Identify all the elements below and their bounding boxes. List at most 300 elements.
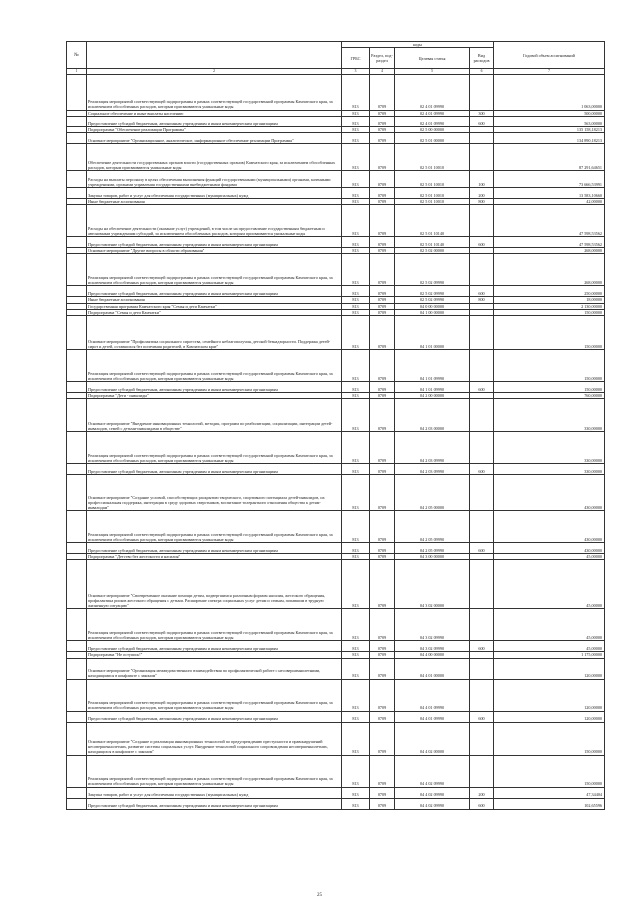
grbs-cell: 813 (342, 679, 370, 711)
table-row (67, 543, 605, 554)
amount-cell: 45,00000 (494, 609, 605, 641)
razdel-cell: 0709 (370, 309, 395, 315)
razdel-cell: 0709 (370, 74, 395, 110)
table-row (67, 254, 605, 286)
table-row (67, 350, 605, 382)
razdel-cell: 0709 (370, 116, 395, 126)
amount-cell: 135 158,18213 (494, 126, 605, 132)
vid-cell: 600 (470, 641, 494, 652)
table-row (67, 171, 605, 188)
amount-cell: 120,00000 (494, 658, 605, 679)
csr-cell: 04 4 02 09990 (395, 755, 470, 787)
razdel-cell: 0709 (370, 652, 395, 658)
razdel-cell: 0709 (370, 641, 395, 652)
row-number-cell (67, 679, 87, 711)
amount-cell: 1 063,00000 (494, 74, 605, 110)
name-cell: Иные бюджетные ассигнования (87, 297, 342, 303)
table-row (67, 399, 605, 432)
col-index: 2 (87, 69, 342, 74)
row-number-cell (67, 722, 87, 755)
table-row (67, 432, 605, 464)
name-cell: Реализация мероприятий соответствующей подпрограммы в рамках соответствующей государственной программы Камчатского края, за исключением обособленных расходов, которым присваиваются уникальные коды (87, 254, 342, 286)
razdel-cell: 0709 (370, 199, 395, 205)
amount-cell: 102,65596 (494, 798, 605, 809)
razdel-cell: 0709 (370, 432, 395, 464)
grbs-cell: 813 (342, 755, 370, 787)
row-number-cell (67, 475, 87, 511)
csr-cell: 02 4 01 09990 (395, 110, 470, 116)
name-cell: Государственная программа Камчатского края "Семья и дети Камчатки" (87, 303, 342, 309)
table-row (67, 641, 605, 652)
razdel-cell: 0709 (370, 188, 395, 199)
name-cell: Реализация мероприятий соответствующей подпрограммы в рамках соответствующей государственной программы Камчатского края, за исключением обособленных расходов, которым присваиваются уникальные коды (87, 511, 342, 543)
row-number-cell (67, 286, 87, 297)
amount-cell: 150,00000 (494, 722, 605, 755)
table-row (67, 286, 605, 297)
row-number-cell (67, 171, 87, 188)
grbs-cell: 813 (342, 399, 370, 432)
csr-header: Целевая статья (395, 48, 470, 69)
amount-cell: 18,00000 (494, 297, 605, 303)
csr-cell: 02 5 01 10010 (395, 171, 470, 188)
name-cell: Иные бюджетные ассигнования (87, 199, 342, 205)
table-row (67, 475, 605, 511)
csr-cell: 04 2 03 09990 (395, 432, 470, 464)
csr-cell: 04 3 02 09990 (395, 609, 470, 641)
razdel-cell: 0709 (370, 464, 395, 475)
razdel-cell: 0709 (370, 679, 395, 711)
csr-cell: 02 5 02 00000 (395, 248, 470, 254)
name-cell: Социальное обеспечение и иные выплаты населению (87, 110, 342, 116)
amount-cell: 150,00000 (494, 350, 605, 382)
razdel-cell: 0709 (370, 393, 395, 399)
vid-cell: 800 (470, 297, 494, 303)
table-row (67, 133, 605, 144)
grbs-header: ГРБС (342, 48, 370, 69)
csr-cell: 04 2 05 09990 (395, 511, 470, 543)
table-row (67, 74, 605, 110)
vid-cell: 800 (470, 199, 494, 205)
grbs-cell: 813 (342, 543, 370, 554)
grbs-cell: 813 (342, 382, 370, 393)
csr-cell: 04 3 00 00000 (395, 554, 470, 560)
grbs-cell: 813 (342, 711, 370, 722)
csr-cell: 04 2 03 09990 (395, 464, 470, 475)
name-header (87, 42, 342, 69)
razdel-cell: 0709 (370, 787, 395, 798)
name-cell: Основное мероприятие "Другие вопросы в области образования" (87, 248, 342, 254)
name-cell: Реализация мероприятий соответствующей подпрограммы в рамках соответствующей государственной программы Камчатского края, за исключением обособленных расходов, которым присваиваются уникальные коды (87, 755, 342, 787)
num-header: № (67, 42, 87, 69)
row-number-cell (67, 798, 87, 809)
budget-sheet (66, 41, 604, 810)
amount-cell: 1 175,00000 (494, 652, 605, 658)
row-number-cell (67, 254, 87, 286)
vid-header: Вид расходов (470, 48, 494, 69)
table-row (67, 205, 605, 237)
csr-cell: 04 4 02 09990 (395, 787, 470, 798)
table-row (67, 755, 605, 787)
grbs-cell: 813 (342, 133, 370, 144)
grbs-cell: 813 (342, 658, 370, 679)
table-row (67, 237, 605, 248)
grbs-cell: 813 (342, 286, 370, 297)
row-number-cell (67, 543, 87, 554)
name-cell: Подпрограмма "Семья и дети Камчатки" (87, 309, 342, 315)
name-cell: Предоставление субсидий бюджетным, автономным учреждениям и иным некоммерческим организациям (87, 798, 342, 809)
grbs-cell: 813 (342, 554, 370, 560)
vid-cell: 600 (470, 711, 494, 722)
table-row (67, 464, 605, 475)
razdel-cell: 0709 (370, 248, 395, 254)
razdel-cell: 0709 (370, 350, 395, 382)
amount-cell: 430,00000 (494, 511, 605, 543)
row-number-cell (67, 316, 87, 350)
razdel-cell: 0709 (370, 237, 395, 248)
vid-cell (470, 399, 494, 432)
csr-cell: 02 5 01 10140 (395, 205, 470, 237)
razdel-cell: 0709 (370, 554, 395, 560)
csr-cell: 04 1 00 00000 (395, 309, 470, 315)
grbs-cell: 813 (342, 126, 370, 132)
name-cell: Предоставление субсидий бюджетным, автономным учреждениям и иным некоммерческим организациям (87, 286, 342, 297)
razdel-cell: 0709 (370, 144, 395, 171)
row-number-cell (67, 658, 87, 679)
name-cell: Основное мероприятие "Своевременное оказание помощи детям, подвергшимся различным формам насилия, жестокого обращения, профилактика рисков жестокого обращения с детьми. Расширение спектра социальных услуг детям и семьям, попавшим в трудную жизненную ситуацию" (87, 560, 342, 609)
vid-cell (470, 254, 494, 286)
table-row (67, 116, 605, 126)
name-cell: Предоставление субсидий бюджетным, автономным учреждениям и иным некоммерческим организациям (87, 543, 342, 554)
csr-cell: 02 5 02 09990 (395, 297, 470, 303)
name-cell: Реализация мероприятий соответствующей подпрограммы в рамках соответствующей государственной программы Камчатского края, за исключением обособленных расходов, которым присваиваются уникальные коды (87, 432, 342, 464)
csr-cell: 02 5 02 09990 (395, 286, 470, 297)
budget-table (66, 41, 605, 810)
table-row (67, 316, 605, 350)
vid-cell: 600 (470, 116, 494, 126)
row-number-cell (67, 641, 87, 652)
razdel-cell: 0709 (370, 133, 395, 144)
vid-cell (470, 658, 494, 679)
grbs-cell: 813 (342, 205, 370, 237)
csr-cell: 04 4 02 00000 (395, 722, 470, 755)
amount-cell: 120,00000 (494, 711, 605, 722)
grbs-cell: 813 (342, 641, 370, 652)
amount-cell: 268,00000 (494, 254, 605, 286)
vid-cell (470, 560, 494, 609)
vid-cell (470, 609, 494, 641)
name-cell: Реализация мероприятий соответствующей подпрограммы в рамках соответствующей государственной программы Камчатского края, за исключением обособленных расходов, которым присваиваются уникальные коды (87, 350, 342, 382)
col-index: 1 (67, 69, 87, 74)
vid-cell (470, 144, 494, 171)
amount-cell: 45,00000 (494, 554, 605, 560)
grbs-cell: 813 (342, 798, 370, 809)
csr-cell: 04 0 00 00000 (395, 303, 470, 309)
name-cell: Подпрограмма "Не оступись!" (87, 652, 342, 658)
grbs-cell: 813 (342, 316, 370, 350)
amount-cell: 47,34404 (494, 787, 605, 798)
csr-cell: 04 4 00 00000 (395, 652, 470, 658)
vid-cell (470, 350, 494, 382)
row-number-cell (67, 399, 87, 432)
csr-cell: 04 1 01 00000 (395, 316, 470, 350)
row-number-cell (67, 711, 87, 722)
grbs-cell: 813 (342, 74, 370, 110)
name-cell: Предоставление субсидий бюджетным, автономным учреждениям и иным некоммерческим организациям (87, 464, 342, 475)
table-row (67, 511, 605, 543)
name-cell: Предоставление субсидий бюджетным, автономным учреждениям и иным некоммерческим организациям (87, 641, 342, 652)
row-number-cell (67, 382, 87, 393)
vid-cell (470, 475, 494, 511)
csr-cell: 02 5 01 10010 (395, 144, 470, 171)
name-cell: Подпрограмма "Дети - инвалиды" (87, 393, 342, 399)
row-number-cell (67, 205, 87, 237)
amount-cell: 134 890,18213 (494, 133, 605, 144)
razdel-cell: 0709 (370, 755, 395, 787)
row-number-cell (67, 560, 87, 609)
razdel-cell: 0709 (370, 711, 395, 722)
amount-header: Годовой объем ассигнований (494, 42, 605, 69)
row-number-cell (67, 74, 87, 110)
razdel-cell: 0709 (370, 543, 395, 554)
vid-cell: 600 (470, 798, 494, 809)
razdel-cell: 0709 (370, 205, 395, 237)
table-row (67, 711, 605, 722)
name-cell: Основное мероприятие "Организационное, аналитическое, информационное обеспечение реализации Программы" (87, 133, 342, 144)
name-cell: Реализация мероприятий соответствующей подпрограммы в рамках соответствующей государственной программы Камчатского края, за исключением обособленных расходов, которым присваиваются уникальные коды (87, 609, 342, 641)
table-row (67, 560, 605, 609)
amount-cell: 87 291,64651 (494, 144, 605, 171)
row-number-cell (67, 787, 87, 798)
razdel-cell: 0709 (370, 609, 395, 641)
row-number-cell (67, 511, 87, 543)
amount-cell: 45,00000 (494, 560, 605, 609)
csr-cell: 04 1 01 09990 (395, 350, 470, 382)
name-cell: Подпрограмма "Обеспечение реализации Программы" (87, 126, 342, 132)
vid-cell (470, 755, 494, 787)
name-cell: Закупка товаров, работ и услуг для обеспечения государственных (муниципальных) нужд (87, 787, 342, 798)
grbs-cell: 813 (342, 393, 370, 399)
grbs-cell: 813 (342, 297, 370, 303)
vid-cell: 600 (470, 382, 494, 393)
vid-cell (470, 722, 494, 755)
vid-cell (470, 316, 494, 350)
amount-cell: 73 666,53991 (494, 171, 605, 188)
name-cell: Предоставление субсидий бюджетным, автономным учреждениям и иным некоммерческим организациям (87, 237, 342, 248)
amount-cell: 330,00000 (494, 432, 605, 464)
name-cell: Предоставление субсидий бюджетным, автономным учреждениям и иным некоммерческим организациям (87, 382, 342, 393)
csr-cell: 04 4 02 09990 (395, 798, 470, 809)
csr-cell: 02 4 01 09990 (395, 74, 470, 110)
name-cell: Основное мероприятие "Организация межведомственного взаимодействия по профилактической работе с несовершеннолетними, находящимися в конфликте с законом" (87, 658, 342, 679)
col-index: 6 (470, 69, 494, 74)
vid-cell: 600 (470, 286, 494, 297)
grbs-cell: 813 (342, 254, 370, 286)
amount-cell: 13 583,10660 (494, 188, 605, 199)
grbs-cell: 813 (342, 652, 370, 658)
grbs-cell: 813 (342, 350, 370, 382)
razdel-cell: 0709 (370, 303, 395, 309)
row-number-cell (67, 144, 87, 171)
col-index: 5 (395, 69, 470, 74)
vid-cell: 300 (470, 110, 494, 116)
vid-cell (470, 74, 494, 110)
grbs-cell: 813 (342, 609, 370, 641)
grbs-cell: 813 (342, 787, 370, 798)
amount-cell: 47 598,53562 (494, 205, 605, 237)
name-cell: Предоставление субсидий бюджетным, автономным учреждениям и иным некоммерческим организациям (87, 116, 342, 126)
razdel-cell: 0709 (370, 399, 395, 432)
amount-cell: 42,00000 (494, 199, 605, 205)
amount-cell: 150,00000 (494, 309, 605, 315)
grbs-cell: 813 (342, 237, 370, 248)
name-cell: Основное мероприятие "Создание условий, способствующих раскрытию творческого, спортивного потенциала детей-инвалидов, их профессиональная поддержка, интеграция в среду здоровых сверстников, воспитание толерантного отношения общества к детям-инвалидам" (87, 475, 342, 511)
csr-cell: 04 1 01 09990 (395, 382, 470, 393)
table-row (67, 609, 605, 641)
grbs-cell: 813 (342, 303, 370, 309)
razdel-cell: 0709 (370, 126, 395, 132)
amount-cell: 330,00000 (494, 399, 605, 432)
vid-cell: 200 (470, 787, 494, 798)
razdel-cell: 0709 (370, 560, 395, 609)
csr-cell: 02 5 00 00000 (395, 126, 470, 132)
table-row (67, 722, 605, 755)
razdel-cell: 0709 (370, 722, 395, 755)
vid-cell: 100 (470, 171, 494, 188)
amount-cell: 268,00000 (494, 248, 605, 254)
grbs-cell: 813 (342, 110, 370, 116)
name-cell: Реализация мероприятий соответствующей подпрограммы в рамках соответствующей государственной программы Камчатского края, за исключением обособленных расходов, которым присваиваются уникальные коды (87, 679, 342, 711)
razdel-cell: 0709 (370, 511, 395, 543)
vid-cell: 600 (470, 543, 494, 554)
col-index: 4 (370, 69, 395, 74)
csr-cell: 02 5 01 10010 (395, 188, 470, 199)
row-number-cell (67, 609, 87, 641)
amount-cell: 563,00000 (494, 116, 605, 126)
amount-cell: 500,00000 (494, 110, 605, 116)
vid-cell (470, 511, 494, 543)
razdel-cell: 0709 (370, 286, 395, 297)
razdel-cell: 0709 (370, 316, 395, 350)
csr-cell: 02 5 02 09990 (395, 254, 470, 286)
grbs-cell: 813 (342, 199, 370, 205)
name-cell: Обеспечение деятельности государственных органов власти (государственных органов) Камчатского края, за исключением обособленных расходов, которым присваиваются уникальные коды (87, 144, 342, 171)
name-cell: Основное мероприятие "Создание и реализация инновационных технологий по предупреждению преступности и правонарушений несовершеннолетних, развитие системы социальных услуг. Внедрение технологий социального сопровождения несовершеннолетних, находящихся в конфликте с законом" (87, 722, 342, 755)
amount-cell: 45,00000 (494, 641, 605, 652)
amount-cell: 250,00000 (494, 286, 605, 297)
name-cell: Предоставление субсидий бюджетным, автономным учреждениям и иным некоммерческим организациям (87, 711, 342, 722)
table-row (67, 787, 605, 798)
table-row (67, 798, 605, 809)
csr-cell: 04 3 02 09990 (395, 641, 470, 652)
table-body (67, 74, 605, 809)
table-row (67, 658, 605, 679)
csr-cell: 04 2 00 00000 (395, 393, 470, 399)
col-index: 7 (494, 69, 605, 74)
name-cell: Закупка товаров, работ и услуг для обеспечения государственных (муниципальных) нужд (87, 188, 342, 199)
row-number-cell (67, 464, 87, 475)
vid-cell (470, 133, 494, 144)
vid-cell: 600 (470, 464, 494, 475)
grbs-cell: 813 (342, 432, 370, 464)
name-cell: Основное мероприятие "Профилактика социального сиротства, семейного неблагополучия, детской безнадзорности. Поддержка детей-сирот и детей, оставшихся без попечения родителей, в Камчатском крае" (87, 316, 342, 350)
csr-cell: 04 2 03 00000 (395, 399, 470, 432)
vid-cell (470, 205, 494, 237)
grbs-cell: 813 (342, 171, 370, 188)
amount-cell: 150,00000 (494, 755, 605, 787)
grbs-cell: 813 (342, 722, 370, 755)
amount-cell: 330,00000 (494, 464, 605, 475)
grbs-cell: 813 (342, 560, 370, 609)
amount-cell: 430,00000 (494, 543, 605, 554)
table-row (67, 679, 605, 711)
csr-cell: 04 2 05 00000 (395, 475, 470, 511)
name-cell: Реализация мероприятий соответствующей подпрограммы в рамках соответствующей государственной программы Камчатского края, за исключением обособленных расходов, которым присваиваются уникальные коды (87, 74, 342, 110)
razdel-cell: 0709 (370, 475, 395, 511)
codes-header: коды (342, 42, 494, 48)
row-number-cell (67, 755, 87, 787)
razdel-cell: 0709 (370, 171, 395, 188)
name-cell: Расходы на обеспечение деятельности (оказание услуг) учреждений, в том числе на предоставление государственным бюджетным и автономным учреждениям субсидий, за исключением обособленных расходов, которым присваиваются уникальные коды (87, 205, 342, 237)
amount-cell: 760,00000 (494, 393, 605, 399)
csr-cell: 04 2 05 09990 (395, 543, 470, 554)
amount-cell: 150,00000 (494, 382, 605, 393)
csr-cell: 04 3 02 00000 (395, 560, 470, 609)
amount-cell: 120,00000 (494, 679, 605, 711)
page-number: 25 (317, 893, 322, 898)
vid-cell (470, 679, 494, 711)
csr-cell: 02 4 01 09990 (395, 116, 470, 126)
razdel-header: Раздел, под-раздел (370, 48, 395, 69)
name-cell: Подпрограмма "Детство без жестокости и насилия" (87, 554, 342, 560)
razdel-cell: 0709 (370, 254, 395, 286)
row-number-cell (67, 432, 87, 464)
grbs-cell: 813 (342, 475, 370, 511)
razdel-cell: 0709 (370, 798, 395, 809)
grbs-cell: 813 (342, 116, 370, 126)
csr-cell: 04 4 01 09990 (395, 711, 470, 722)
amount-cell: 2 130,00000 (494, 303, 605, 309)
row-number-cell (67, 237, 87, 248)
csr-cell: 02 5 01 10140 (395, 237, 470, 248)
row-number-cell (67, 188, 87, 199)
row-number-cell (67, 133, 87, 144)
grbs-cell: 813 (342, 144, 370, 171)
amount-cell: 150,00000 (494, 316, 605, 350)
grbs-cell: 813 (342, 309, 370, 315)
csr-cell: 04 4 01 00000 (395, 658, 470, 679)
amount-cell: 47 598,53562 (494, 237, 605, 248)
amount-cell: 430,00000 (494, 475, 605, 511)
csr-cell: 02 5 01 10010 (395, 199, 470, 205)
razdel-cell: 0709 (370, 297, 395, 303)
csr-cell: 02 5 01 00000 (395, 133, 470, 144)
razdel-cell: 0709 (370, 658, 395, 679)
grbs-cell: 813 (342, 511, 370, 543)
vid-cell (470, 432, 494, 464)
table-row (67, 382, 605, 393)
name-cell: Основное мероприятие "Внедрение инновационных технологий, методик, программ по реабилитации, социализации, интеграции детей-инвалидов, семей с детьми-инвалидами в обществе" (87, 399, 342, 432)
grbs-cell: 813 (342, 188, 370, 199)
razdel-cell: 0709 (370, 382, 395, 393)
col-index: 3 (342, 69, 370, 74)
table-row (67, 188, 605, 199)
table-row (67, 144, 605, 171)
row-number-cell (67, 350, 87, 382)
grbs-cell: 813 (342, 248, 370, 254)
grbs-cell: 813 (342, 464, 370, 475)
razdel-cell: 0709 (370, 110, 395, 116)
vid-cell: 200 (470, 188, 494, 199)
